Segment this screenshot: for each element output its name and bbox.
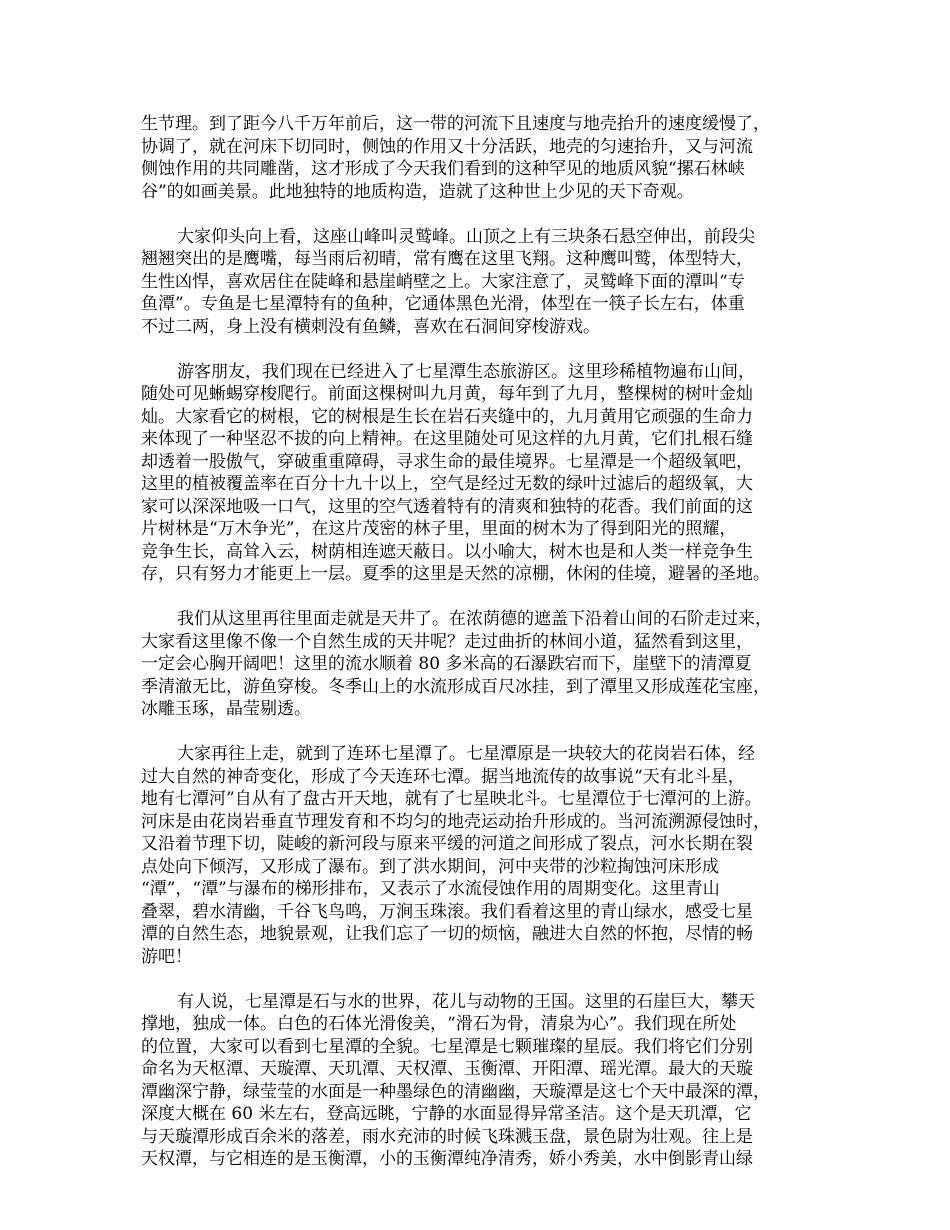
text-line: 谷”的如画美景。此地独特的地质构造，造就了这种世上少见的天下奇观。 bbox=[141, 181, 694, 202]
text-line: 撑地，独成一体。白色的石体光滑俊美，“滑石为骨，清泉为心”。我们现在所处 bbox=[141, 1014, 737, 1034]
text-line: 生性凶悍，喜欢居住在陡峰和悬崖峭壁之上。大家注意了，灵鹫峰下面的潭叫“专 bbox=[141, 271, 745, 292]
text-line: 随处可见蜥蜴穿梭爬行。前面这棵树叫九月黄，每年到了九月，整棵树的树叶金灿 bbox=[141, 384, 753, 404]
paragraph-gap bbox=[141, 203, 821, 226]
text-line: 来体现了一种坚忍不拔的向上精神。在这里随处可见这样的九月黄，它们扎根石缝 bbox=[141, 429, 753, 449]
text-line: 潭的自然生态，地貌景观，让我们忘了一切的烦恼，融进大自然的怀抱，尽情的畅 bbox=[141, 924, 753, 944]
text-line: 鱼潭”。专鱼是七星潭特有的鱼种，它通体黑色光滑，体型在一筷子长左右，体重 bbox=[141, 294, 745, 314]
text-line: 游客朋友，我们现在已经进入了七星潭生态旅游区。这里珍稀植物遍布山间， bbox=[177, 361, 755, 382]
paragraph-1 bbox=[141, 113, 821, 203]
text-line: 却透着一股傲气，穿破重重障碍，寻求生命的最佳境界。七星潭是一个超级氧吧， bbox=[141, 451, 753, 472]
text-line: 我们从这里再往里面走就是天井了。在浓荫德的遮盖下沿着山间的石阶走过来， bbox=[177, 609, 772, 629]
text-line: 协调了，就在河床下切同时，侧蚀的作用又十分活跃，地壳的匀速抬升，又与河流 bbox=[141, 136, 753, 157]
document-body bbox=[141, 113, 821, 1171]
text-line: 天权潭，与它相连的是玉衡潭，小的玉衡潭纯净清秀，娇小秀美，水中倒影青山绿 bbox=[141, 1149, 753, 1169]
paragraph-gap bbox=[141, 721, 821, 744]
text-line: 点处向下倾泻，又形成了瀑布。到了洪水期间，河中夹带的沙粒掏蚀河床形成 bbox=[141, 856, 719, 877]
paragraph-3 bbox=[141, 361, 821, 586]
paragraph-2 bbox=[141, 226, 821, 339]
text-line: 过大自然的神奇变化，形成了今天连环七潭。据当地流传的故事说“天有北斗星， bbox=[141, 766, 745, 787]
text-line: 家可以深深地吸一口气，这里的空气透着特有的清爽和独特的花香。我们前面的这 bbox=[141, 496, 753, 517]
text-line: 大家仰头向上看，这座山峰叫灵鹫峰。山顶之上有三块条石悬空伸出，前段尖 bbox=[177, 226, 755, 247]
text-line: 叠翠，碧水清幽，千谷飞鸟鸣，万涧玉珠滚。我们看着这里的青山绿水，感受七星 bbox=[141, 901, 753, 922]
text-line: 游吧！ bbox=[141, 946, 192, 967]
text-line: 深度大概在 60 米左右，登高远眺，宁静的水面显得异常圣洁。这个是天玑潭，它 bbox=[141, 1104, 752, 1124]
text-line: 命名为天枢潭、天璇潭、天玑潭、天权潭、玉衡潭、开阳潭、瑶光潭。最大的天璇 bbox=[141, 1059, 753, 1079]
text-line: 河床是由花岗岩垂直节理发育和不均匀的地壳运动抬升形成的。当河流溯源侵蚀时， bbox=[141, 811, 770, 832]
text-line: 与天璇潭形成百余米的落差，雨水充沛的时候飞珠溅玉盘，景色尉为壮观。往上是 bbox=[141, 1126, 753, 1147]
text-line: 有人说，七星潭是石与水的世界，花儿与动物的王国。这里的石崖巨大，攀天 bbox=[177, 991, 755, 1012]
text-line: 生节理。到了距今八千万年前后，这一带的河流下且速度与地壳抬升的速度缓慢了， bbox=[141, 114, 770, 134]
text-line: 存，只有努力才能更上一层。夏季的这里是天然的凉棚，休闲的佳境，避暑的圣地。 bbox=[141, 564, 770, 584]
text-line: 大家看这里像不像一个自然生成的天井呢？走过曲折的林间小道，猛然看到这里， bbox=[141, 631, 753, 652]
paragraph-gap bbox=[141, 338, 821, 361]
text-line: 不过二两，身上没有横刺没有鱼鳞，喜欢在石洞间穿梭游戏。 bbox=[141, 316, 600, 337]
text-line: 地有七潭河”自从有了盘古开天地，就有了七星映北斗。七星潭位于七潭河的上游。 bbox=[141, 789, 762, 809]
text-line: 季清澈无比，游鱼穿梭。冬季山上的水流形成百尺冰挂，到了潭里又形成莲花宝座， bbox=[141, 676, 770, 697]
text-line: 潭幽深宁静，绿莹莹的水面是一种墨绿色的清幽幽，天璇潭是这七个天中最深的潭， bbox=[141, 1081, 770, 1102]
text-line: 的位置，大家可以看到七星潭的全貌。七星潭是七颗璀璨的星辰。我们将它们分别 bbox=[141, 1036, 753, 1057]
text-line: 片树林是“万木争光”，在这片茂密的林子里，里面的树木为了得到阳光的照耀， bbox=[141, 519, 737, 539]
text-line: 一定会心胸开阔吧！这里的流水顺着 80 多米高的石瀑跌宕而下，崖壁下的清潭夏 bbox=[141, 654, 752, 674]
text-line: 大家再往上走，就到了连环七星潭了。七星潭原是一块较大的花岗岩石体，经 bbox=[177, 744, 755, 764]
text-line: 竞争生长，高耸入云，树荫相连遮天蔽日。以小喻大，树木也是和人类一样竞争生 bbox=[141, 541, 753, 562]
text-line: 灿。大家看它的树根，它的树根是生长在岩石夹缝中的，九月黄用它顽强的生命力 bbox=[141, 406, 753, 427]
text-line: 翘翘突出的是鹰嘴，每当雨后初晴，常有鹰在这里飞翔。这种鹰叫鹫，体型特大， bbox=[141, 249, 753, 269]
text-line: 冰雕玉琢，晶莹剔透。 bbox=[141, 699, 311, 719]
text-line: 这里的植被覆盖率在百分十九十以上，空气是经过无数的绿叶过滤后的超级氧，大 bbox=[141, 474, 753, 494]
paragraph-6 bbox=[141, 991, 821, 1171]
text-line: 侧蚀作用的共同雕凿，这才形成了今天我们看到的这种罕见的地质风貌“摞石林峡 bbox=[141, 159, 745, 179]
paragraph-5 bbox=[141, 743, 821, 968]
text-line: 又沿着节理下切，陡峻的新河段与原来平缓的河道之间形成了裂点，河水长期在裂 bbox=[141, 834, 753, 854]
paragraph-gap bbox=[141, 586, 821, 609]
text-line: “潭”，“潭”与瀑布的梯形排布，又表示了水流侵蚀作用的周期变化。这里青山 bbox=[141, 879, 720, 899]
paragraph-4 bbox=[141, 608, 821, 721]
paragraph-gap bbox=[141, 968, 821, 991]
